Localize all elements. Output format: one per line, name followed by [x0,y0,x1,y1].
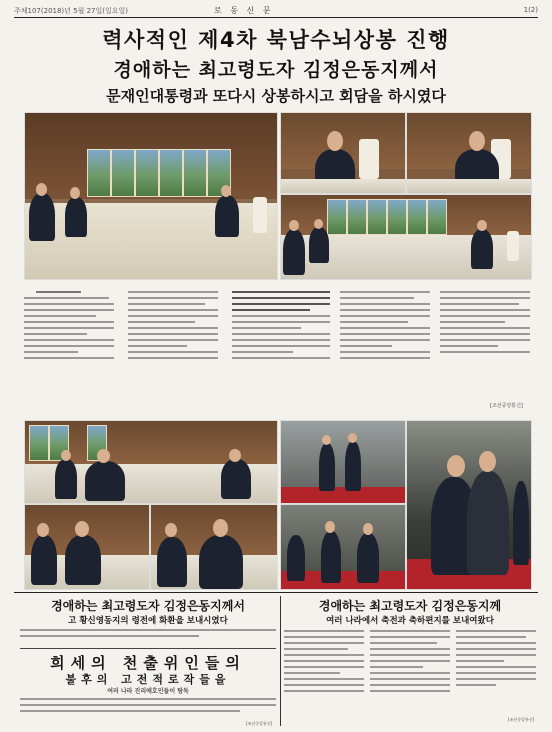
footer-left-rule [20,648,276,649]
header-rule [14,17,538,18]
headline-second: 경애하는 최고령도자 김정은동지께서 [113,59,439,81]
footer-left-title: 경애하는 최고령도자 김정은동지께서 [51,599,245,613]
article-col-4 [340,288,430,408]
footer-left-big-sub: 불후의 고전적로작들을 [65,673,231,686]
article-col-3 [232,288,330,408]
issue-info: 주체107(2018)년 5월 27일(일요일) [14,7,129,15]
credit-left: [조선중앙통신] [246,721,273,726]
article-col-1 [24,288,114,408]
footer-left-big-title: 희세의 천출위인들의 [50,654,246,672]
article-col-5 [440,288,530,398]
footer-right-subtitle: 여러 나라에서 축전과 축하편지를 보내여왔다 [326,616,494,626]
photo-greeting [280,504,406,590]
column-divider [280,596,281,726]
footer-right-title: 경애하는 최고령도자 김정은동지께 [318,599,502,613]
footer-right-col-1 [284,627,364,722]
photo-meeting-wide [24,112,278,280]
photo-talk [24,420,278,504]
footer-left-small: 여러 나라 진리애호인들이 탐독 [107,688,189,695]
page-number: 1(2) [523,6,538,14]
footer-left-body [20,695,276,727]
footer-left-text [20,626,276,646]
photo-embrace [406,420,532,590]
photo-walk [280,420,406,504]
article-col-2 [128,288,218,408]
photo-delegation [280,194,532,280]
photo-moon-seated [24,504,150,590]
masthead [14,4,538,16]
photo-moon [280,112,406,194]
photo-kim-seated [150,504,278,590]
footer-right-col-2 [370,627,450,722]
credit-right: [조선중앙통신] [508,717,535,722]
footer-right-col-3 [456,627,536,717]
headline-main: 력사적인 제4차 북남수뇌상봉 진행 [102,28,450,52]
photo-kim [406,112,532,194]
headline-third: 문재인대통령과 또다시 상봉하시고 회담을 하시였다 [106,87,446,105]
photo-credit: [조선중앙통신] [490,403,523,409]
section-rule [14,592,538,593]
footer-left-subtitle: 고 황신영동지의 령전에 화환을 보내시였다 [68,616,228,626]
paper-name: 로 동 신 문 [214,6,274,15]
